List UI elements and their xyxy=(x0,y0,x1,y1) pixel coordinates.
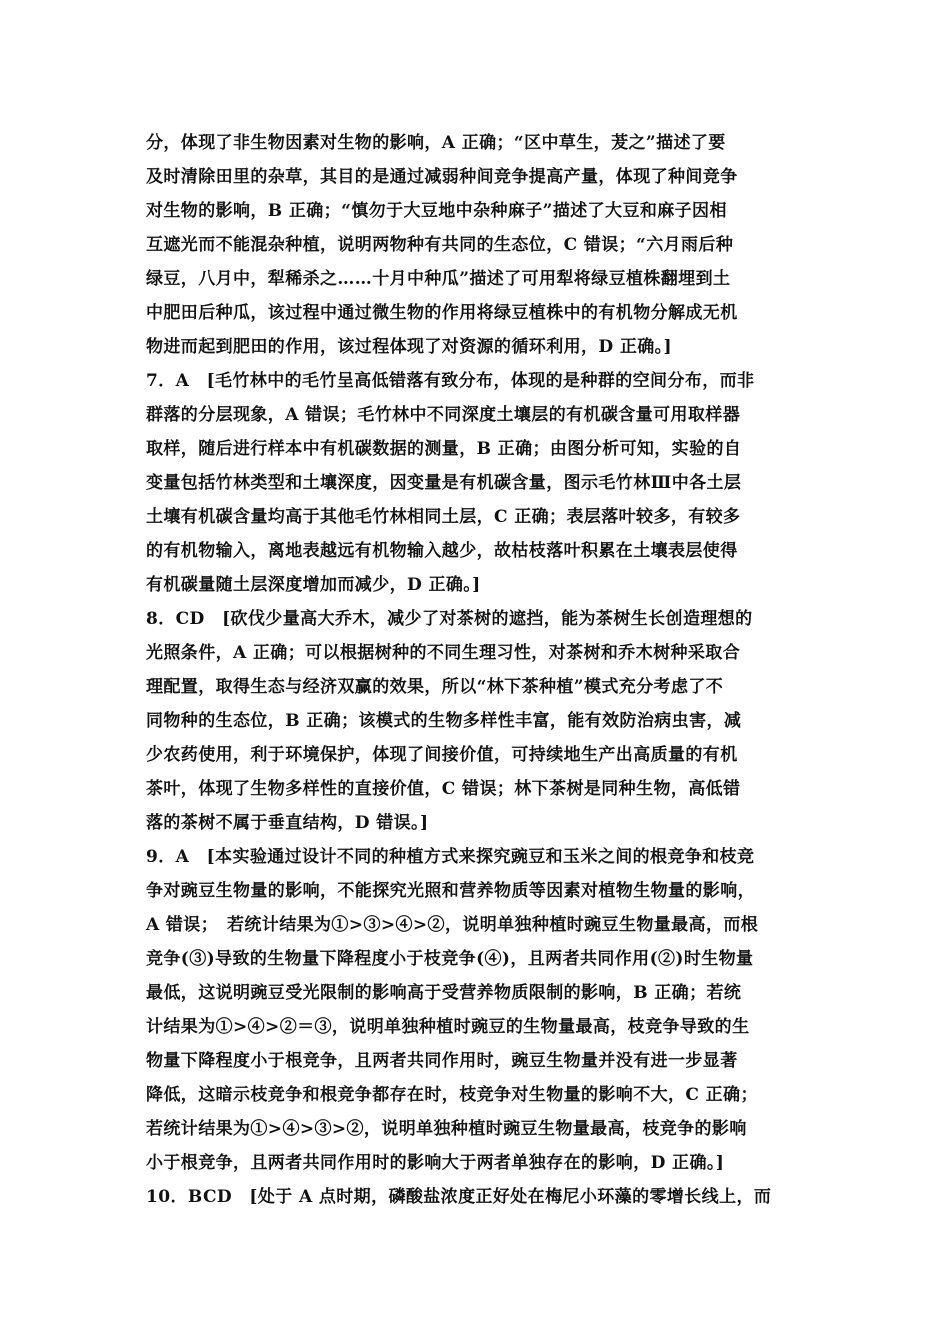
text-line: 及时清除田里的杂草，其目的是通过减弱种间竞争提高产量，体现了种间竞争 xyxy=(146,167,738,187)
text-line: 计结果为①>④>②＝③，说明单独种植时豌豆的生物量最高，枝竞争导致的生 xyxy=(146,1017,750,1037)
text-line: 若统计结果为①>④>③>②，说明单独种植时豌豆生物量最高，枝竞争的影响 xyxy=(146,1119,747,1139)
text-line: 有机碳量随土层深度增加而减少，D 正确。] xyxy=(146,575,481,595)
text-line: 小于根竞争，且两者共同作用时的影响大于两者单独存在的影响，D 正确。] xyxy=(146,1153,725,1173)
answer-9-line: 9．A [本实验通过设计不同的种植方式来探究豌豆和玉米之间的根竞争和枝竞 xyxy=(146,847,755,867)
text-line: 物进而起到肥田的作用，该过程体现了对资源的循环利用，D 正确。] xyxy=(146,337,673,357)
text-line: 少农药使用，利于环境保护，体现了间接价值，可持续地生产出高质量的有机 xyxy=(146,745,738,765)
text-line: 同物种的生态位，B 正确；该模式的生物多样性丰富，能有效防治病虫害，减 xyxy=(146,711,742,731)
text-line: 争对豌豆生物量的影响，不能探究光照和营养物质等因素对植物生物量的影响， xyxy=(146,881,755,901)
text-line: 中肥田后种瓜，该过程中通过微生物的作用将绿豆植株中的有机物分解成无机 xyxy=(146,303,738,323)
text-line: 分，体现了非生物因素对生物的影响，A 正确；“区中草生，茇之”描述了要 xyxy=(146,133,726,153)
text-line: A 错误； 若统计结果为①>③>④>②，说明单独种植时豌豆生物量最高，而根 xyxy=(146,915,759,935)
text-line: 的有机物输入，离地表越远有机物输入越少，故枯枝落叶积累在土壤表层使得 xyxy=(146,541,738,561)
text-line: 落的茶树不属于垂直结构，D 错误。] xyxy=(146,813,429,833)
text-line: 理配置，取得生态与经济双赢的效果，所以“林下茶种植”模式充分考虑了不 xyxy=(146,677,724,697)
text-line: 群落的分层现象，A 错误；毛竹林中不同深度土壤层的有机碳含量可用取样器 xyxy=(146,405,741,425)
text-line: 互遮光而不能混杂种植，说明两物种有共同的生态位，C 错误；“六月雨后种 xyxy=(146,235,734,255)
text-line: 土壤有机碳含量均高于其他毛竹林相同土层，C 正确；表层落叶较多，有较多 xyxy=(146,507,741,527)
answer-8-line: 8．CD [砍伐少量高大乔木，减少了对茶树的遮挡，能为茶树生长创造理想的 xyxy=(146,609,753,629)
text-line: 变量包括竹林类型和土壤深度，因变量是有机碳含量，图示毛竹林Ⅲ中各土层 xyxy=(146,473,742,493)
text-line: 物量下降程度小于根竞争，且两者共同作用时，豌豆生物量并没有进一步显著 xyxy=(146,1051,738,1071)
document-page xyxy=(146,126,810,1214)
text-line: 降低，这暗示枝竞争和根竞争都存在时，枝竞争对生物量的影响不大，C 正确； xyxy=(146,1085,758,1105)
text-line: 茶叶，体现了生物多样性的直接价值，C 错误；林下茶树是同种生物，高低错 xyxy=(146,779,741,799)
text-line: 取样，随后进行样本中有机碳数据的测量，B 正确；由图分析可知，实验的自 xyxy=(146,439,742,459)
text-line: 绿豆，八月中，犁稀杀之……十月中种瓜”描述了可用犁将绿豆植株翻埋到土 xyxy=(146,269,731,289)
text-line: 竞争(③)导致的生物量下降程度小于枝竞争(④)，且两者共同作用(②)时生物量 xyxy=(146,949,754,969)
text-line: 光照条件，A 正确；可以根据树种的不同生理习性，对茶树和乔木树种采取合 xyxy=(146,643,741,663)
answer-10-line: 10．BCD [处于 A 点时期，磷酸盐浓度正好处在梅尼小环藻的零增长线上，而 xyxy=(146,1187,772,1207)
text-line: 对生物的影响，B 正确；“慎勿于大豆地中杂种麻子”描述了大豆和麻子因相 xyxy=(146,201,727,221)
text-line: 最低，这说明豌豆受光限制的影响高于受营养物质限制的影响，B 正确；若统 xyxy=(146,983,742,1003)
answer-7-line: 7．A [毛竹林中的毛竹呈高低错落有致分布，体现的是种群的空间分布，而非 xyxy=(146,371,755,391)
